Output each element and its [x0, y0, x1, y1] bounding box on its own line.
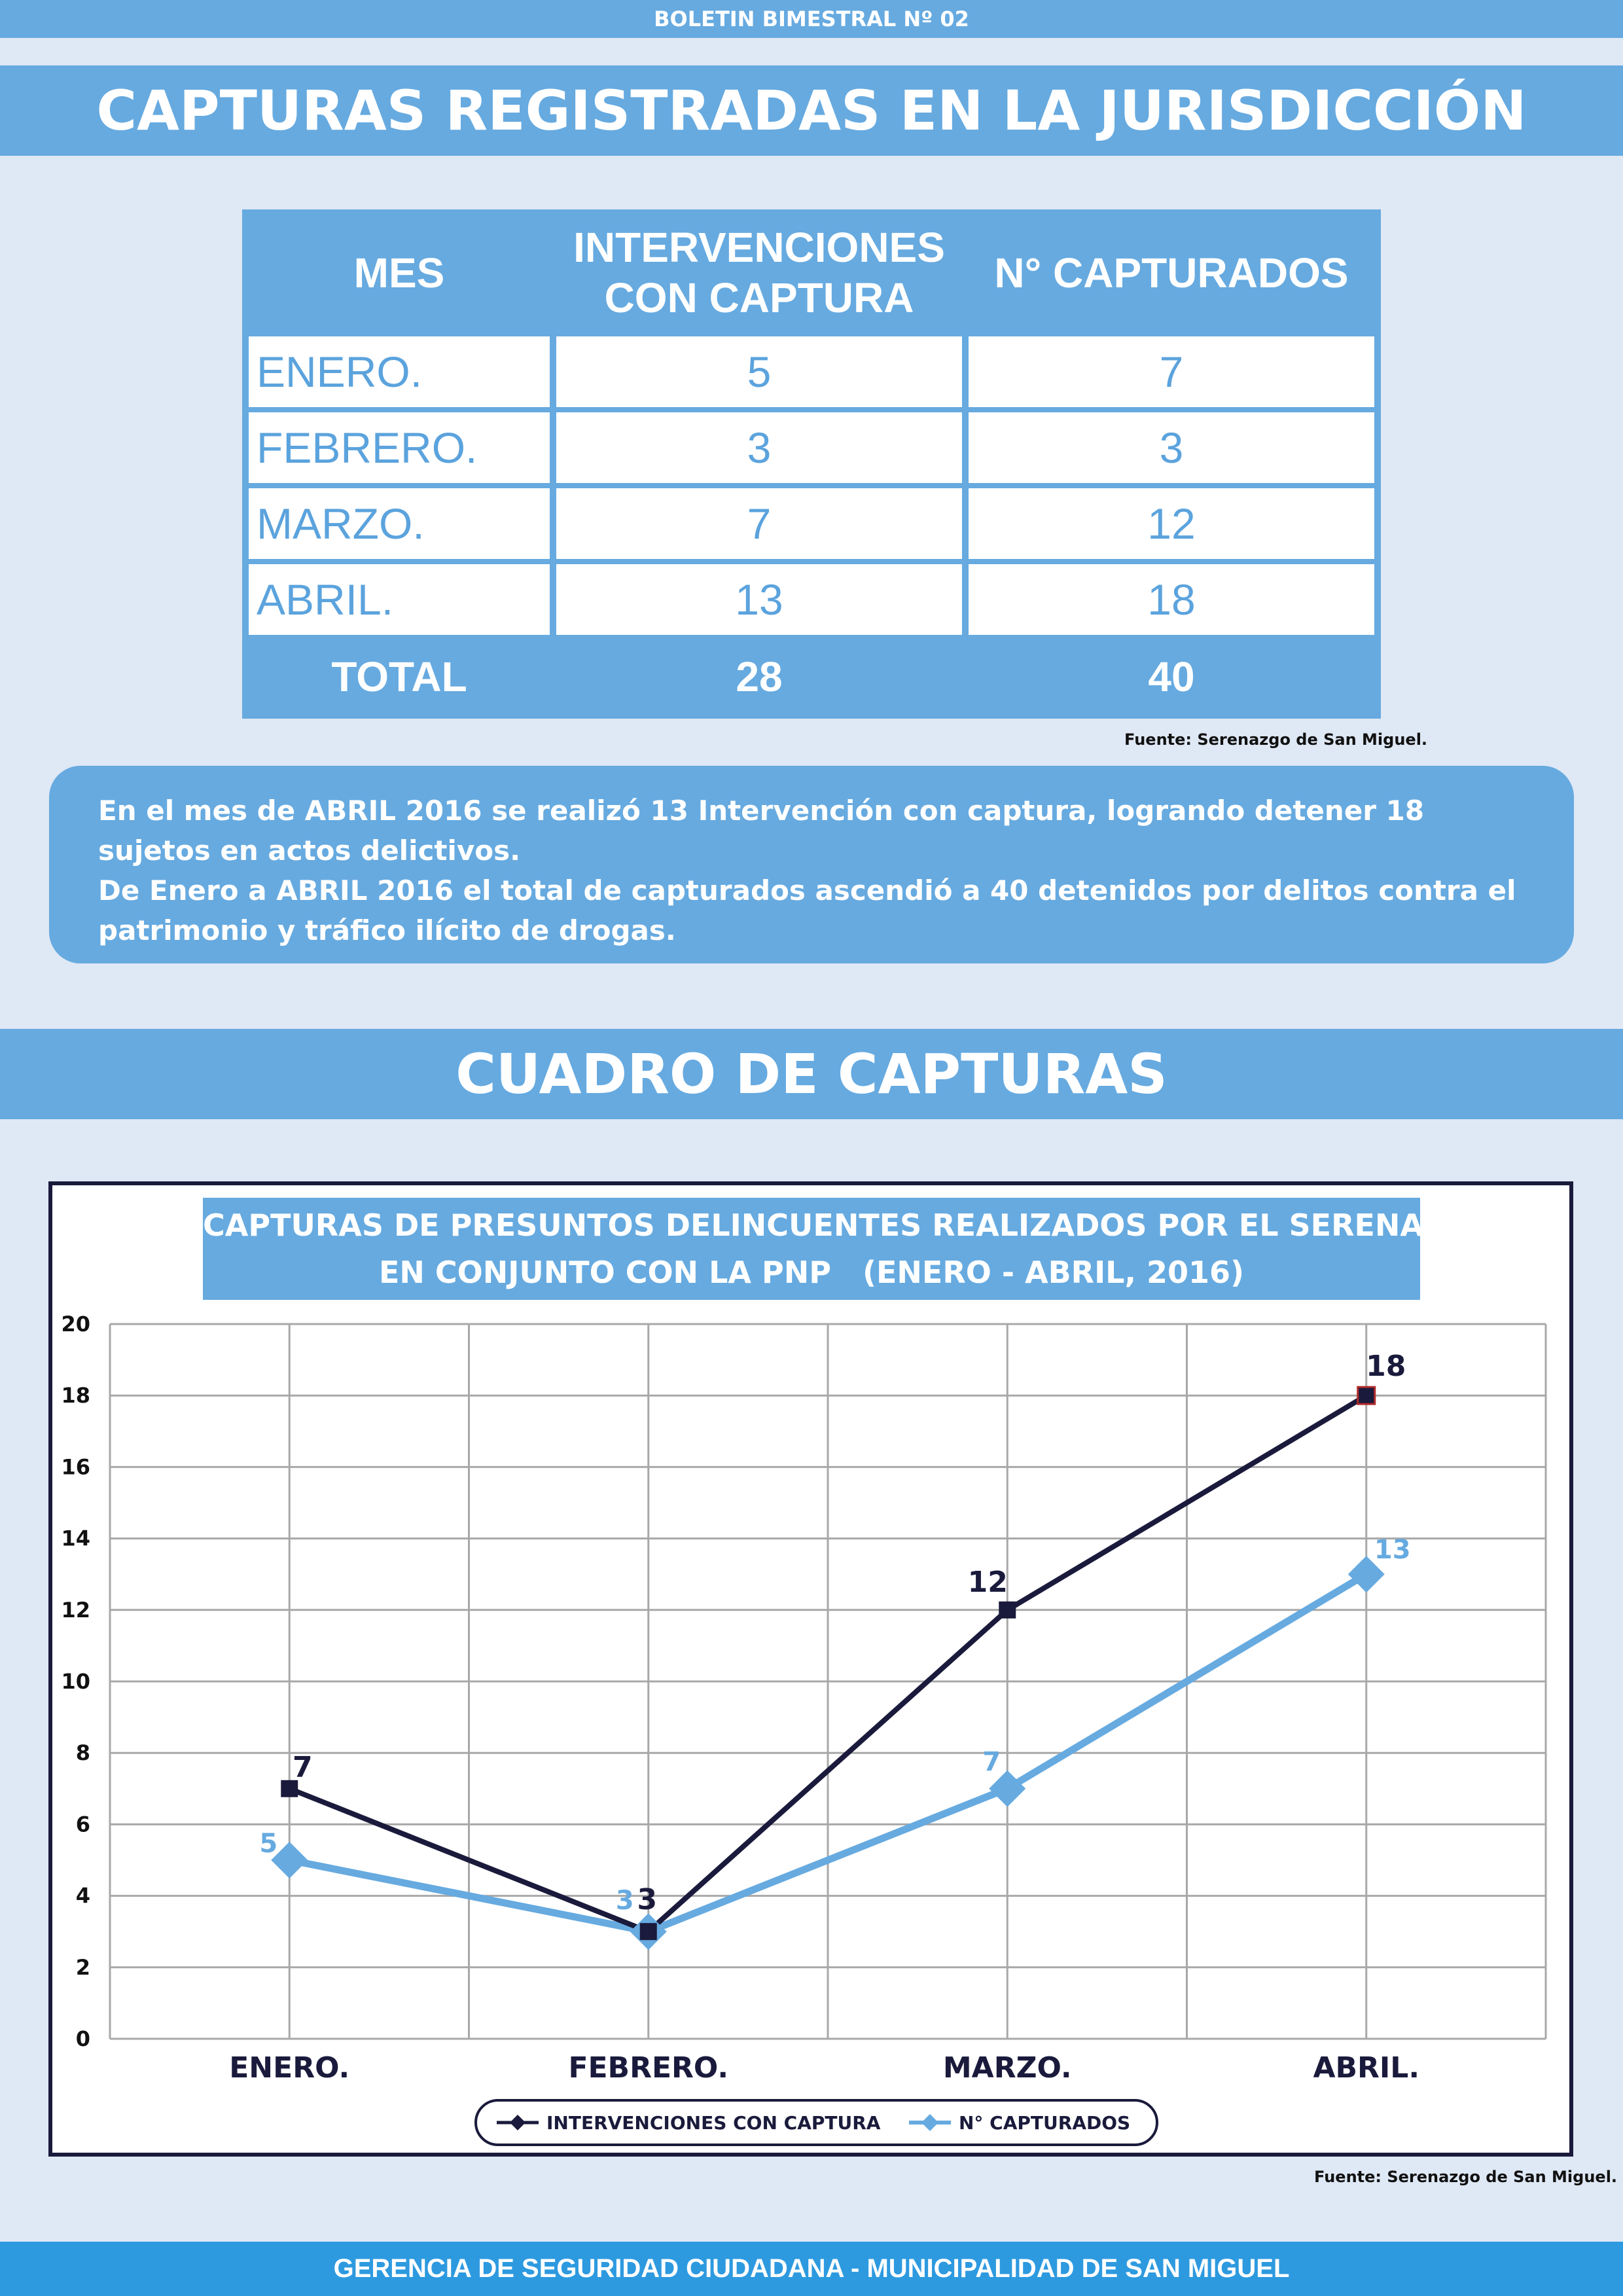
cell-intervenciones: 7 [556, 488, 962, 559]
y-tick-label: 14 [61, 1526, 90, 1551]
chart-legend [474, 2099, 1158, 2146]
data-point-intervenciones [640, 1923, 657, 1940]
chart-source: Fuente: Serenazgo de San Miguel. [1314, 2168, 1618, 2186]
cell-mes: FEBRERO. [249, 412, 550, 483]
cell-capturados: 12 [969, 488, 1374, 559]
cell-intervenciones: 5 [556, 336, 962, 407]
y-tick-label: 18 [61, 1383, 90, 1408]
data-label-capturados: 7 [982, 1746, 1001, 1777]
legend-label-capturados: N° CAPTURADOS [959, 2111, 1131, 2134]
y-tick-label: 16 [61, 1454, 90, 1480]
y-tick-label: 8 [75, 1740, 90, 1766]
y-tick-label: 20 [61, 1312, 90, 1336]
table-source: Fuente: Serenazgo de San Miguel. [1124, 730, 1428, 749]
legend-item-capturados [909, 2102, 1130, 2144]
data-label-capturados: 13 [1374, 1535, 1411, 1566]
y-tick-label: 2 [75, 1954, 90, 1980]
total-label: TOTAL [249, 640, 550, 713]
data-point-intervenciones [1358, 1387, 1375, 1404]
summary-line-2: De Enero a ABRIL 2016 el total de capturados ascendió a 40 detenidos por delitos contra el patrimonio y tráfico ilícito de drogas. [98, 874, 1516, 946]
data-point-intervenciones [999, 1602, 1016, 1619]
x-tick-label: FEBRERO. [568, 2051, 729, 2085]
footer: GERENCIA DE SEGURIDAD CIUDADANA - MUNICIPALIDAD DE SAN MIGUEL [0, 2242, 1623, 2296]
header-capturados: N° CAPTURADOS [994, 249, 1349, 296]
data-label-intervenciones: 12 [967, 1565, 1008, 1599]
cell-mes: ABRIL. [249, 564, 550, 635]
legend-line-diamond-icon [497, 2113, 539, 2132]
x-tick-label: MARZO. [942, 2051, 1072, 2085]
data-label-intervenciones: 18 [1366, 1350, 1406, 1384]
y-tick-label: 4 [75, 1883, 90, 1909]
total-intervenciones: 28 [556, 640, 962, 713]
y-tick-label: 12 [61, 1597, 90, 1623]
cell-capturados: 7 [969, 336, 1374, 407]
legend-line-diamond-icon [909, 2113, 951, 2132]
header-intervenciones-line1: INTERVENCIONES [573, 224, 945, 272]
total-capturados: 40 [969, 640, 1374, 713]
header-mes: MES [353, 249, 445, 296]
cell-intervenciones: 13 [556, 564, 962, 635]
x-tick-label: ENERO. [229, 2051, 350, 2085]
y-tick-label: 0 [75, 2026, 90, 2051]
data-label-intervenciones: 3 [637, 1883, 658, 1917]
data-label-capturados: 5 [259, 1829, 278, 1859]
legend-item-intervenciones [497, 2102, 880, 2144]
section-title-capturas: CAPTURAS REGISTRADAS EN LA JURISDICCIÓN [0, 65, 1623, 156]
bulletin-header: BOLETIN BIMESTRAL Nº 02 [0, 0, 1623, 38]
cell-capturados: 3 [969, 412, 1374, 483]
data-label-capturados: 3 [615, 1886, 634, 1916]
section-title-cuadro: CUADRO DE CAPTURAS [0, 1029, 1623, 1119]
chart-title-line-1: CAPTURAS DE PRESUNTOS DELINCUENTES REALIZADOS POR EL SERENAZGO [203, 1208, 1496, 1243]
cell-mes: MARZO. [249, 488, 550, 559]
y-tick-label: 6 [75, 1812, 90, 1837]
y-tick-label: 10 [61, 1669, 90, 1694]
header-intervenciones-line2: CON CAPTURA [604, 274, 914, 321]
summary-line-1: En el mes de ABRIL 2016 se realizó 13 Intervención con captura, logrando detener 18 sujetos en actos delictivos. [98, 795, 1425, 867]
x-tick-label: ABRIL. [1313, 2051, 1420, 2085]
cell-capturados: 18 [969, 564, 1374, 635]
data-label-intervenciones: 7 [292, 1750, 313, 1784]
cell-intervenciones: 3 [556, 412, 962, 483]
legend-label-intervenciones: INTERVENCIONES CON CAPTURA [546, 2111, 881, 2134]
chart-title-line-2: EN CONJUNTO CON LA PNP (ENERO - ABRIL, 2016) [378, 1255, 1245, 1290]
cell-mes: ENERO. [249, 336, 550, 407]
